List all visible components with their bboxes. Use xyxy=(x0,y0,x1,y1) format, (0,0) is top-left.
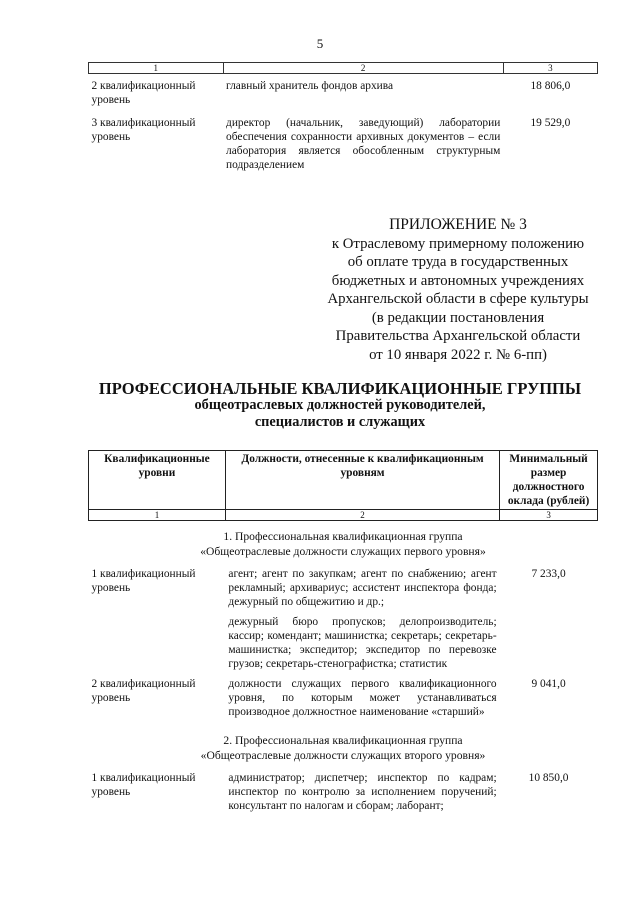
salary-cell: 9 041,0 xyxy=(531,678,566,690)
appendix-line: Архангельской области в сфере культуры xyxy=(327,291,589,307)
appendix-block xyxy=(318,216,598,364)
column-number: 1 xyxy=(89,510,226,521)
table-header-row xyxy=(89,451,598,510)
appendix-heading: ПРИЛОЖЕНИЕ № 3 xyxy=(389,216,527,233)
positions-cell: главный хранитель фондов архива xyxy=(226,80,394,92)
empty-cell xyxy=(500,615,598,677)
appendix-line: Правительства Архангельской области xyxy=(335,328,581,344)
positions-cell: директор (начальник, заведующий) лаборатории обеспечения сохранности архивных документов – если лаборатория является обособленным структурным подразделением xyxy=(226,117,501,171)
appendix-line: (в редакции постановления xyxy=(371,309,545,326)
empty-cell xyxy=(89,615,226,677)
group-heading-line: «Общеотраслевые должности служащих второго уровня» xyxy=(200,748,486,762)
positions-cell: администратор; диспетчер; инспектор по кадрам; инспектор по контролю за исполнением поручений; консультант по налогам и сборам; лаборант; xyxy=(228,772,497,812)
positions-cell: агент; агент по закупкам; агент по снабжению; агент рекламный; архивариус; ассистент инспектора фонда; дежурный по общежитию и др.; xyxy=(228,568,497,608)
column-number: 3 xyxy=(503,63,597,74)
appendix-line: бюджетных и автономных учреждениях xyxy=(331,272,585,289)
table-row xyxy=(89,615,598,677)
column-number: 3 xyxy=(500,510,598,521)
document-title xyxy=(60,380,620,431)
table-row xyxy=(89,567,598,615)
title-line: специалистов и служащих xyxy=(254,414,426,430)
top-salary-table xyxy=(88,62,598,172)
group-heading-line: «Общеотраслевые должности служащих первого уровня» xyxy=(200,544,486,558)
column-number-row xyxy=(89,63,598,74)
column-number: 1 xyxy=(89,63,224,74)
salary-cell: 19 529,0 xyxy=(530,117,571,129)
table-row xyxy=(89,116,598,172)
title-line: ПРОФЕССИОНАЛЬНЫЕ КВАЛИФИКАЦИОННЫЕ ГРУППЫ xyxy=(98,379,582,398)
positions-cell: должности служащих первого квалификационного уровня, по которым может устанавливаться производное должностное наименование «старший» xyxy=(228,678,497,718)
qualification-level: 3 квалификационный уровень xyxy=(91,117,196,143)
salary-cell: 7 233,0 xyxy=(531,568,566,580)
table-row xyxy=(89,74,598,117)
table-row xyxy=(89,771,598,819)
group-heading-row xyxy=(89,521,598,568)
column-number-row xyxy=(89,510,598,521)
qualification-level: 1 квалификационный уровень xyxy=(91,772,196,798)
appendix-line: к Отраслевому примерному положению xyxy=(331,235,585,252)
group-heading xyxy=(89,521,598,568)
column-number: 2 xyxy=(223,63,503,74)
salary-cell: 10 850,0 xyxy=(528,772,569,784)
appendix-line: об оплате труда в государственных xyxy=(347,254,569,270)
qualification-level: 2 квалификационный уровень xyxy=(91,80,196,106)
group-heading-line: 1. Профессиональная квалификационная группа xyxy=(223,530,463,543)
header-levels: Квалификационные уровни xyxy=(89,451,226,510)
page-number: 5 xyxy=(316,36,324,51)
column-number: 2 xyxy=(225,510,499,521)
header-positions: Должности, отнесенные к квалификационным уровням xyxy=(225,451,499,510)
qualification-level: 2 квалификационный уровень xyxy=(91,678,196,704)
qualification-level: 1 квалификационный уровень xyxy=(91,568,196,594)
table-row xyxy=(89,677,598,725)
qualification-groups-table xyxy=(88,450,598,819)
salary-cell: 18 806,0 xyxy=(530,80,571,92)
group-heading-line: 2. Профессиональная квалификационная группа xyxy=(223,734,463,747)
positions-cell: дежурный бюро пропусков; делопроизводитель; кассир; комендант; машинистка; секретарь; секретарь-машинистка; экспедитор; экспедитор по перевозке грузов; секретарь-стенографистка; статистик xyxy=(228,616,497,670)
group-heading xyxy=(89,725,598,771)
group-heading-row xyxy=(89,725,598,771)
header-salary: Минимальный размер должностного оклада (рублей) xyxy=(500,451,598,510)
appendix-line: от 10 января 2022 г. № 6-пп) xyxy=(369,346,547,363)
title-line: общеотраслевых должностей руководителей, xyxy=(194,397,486,413)
